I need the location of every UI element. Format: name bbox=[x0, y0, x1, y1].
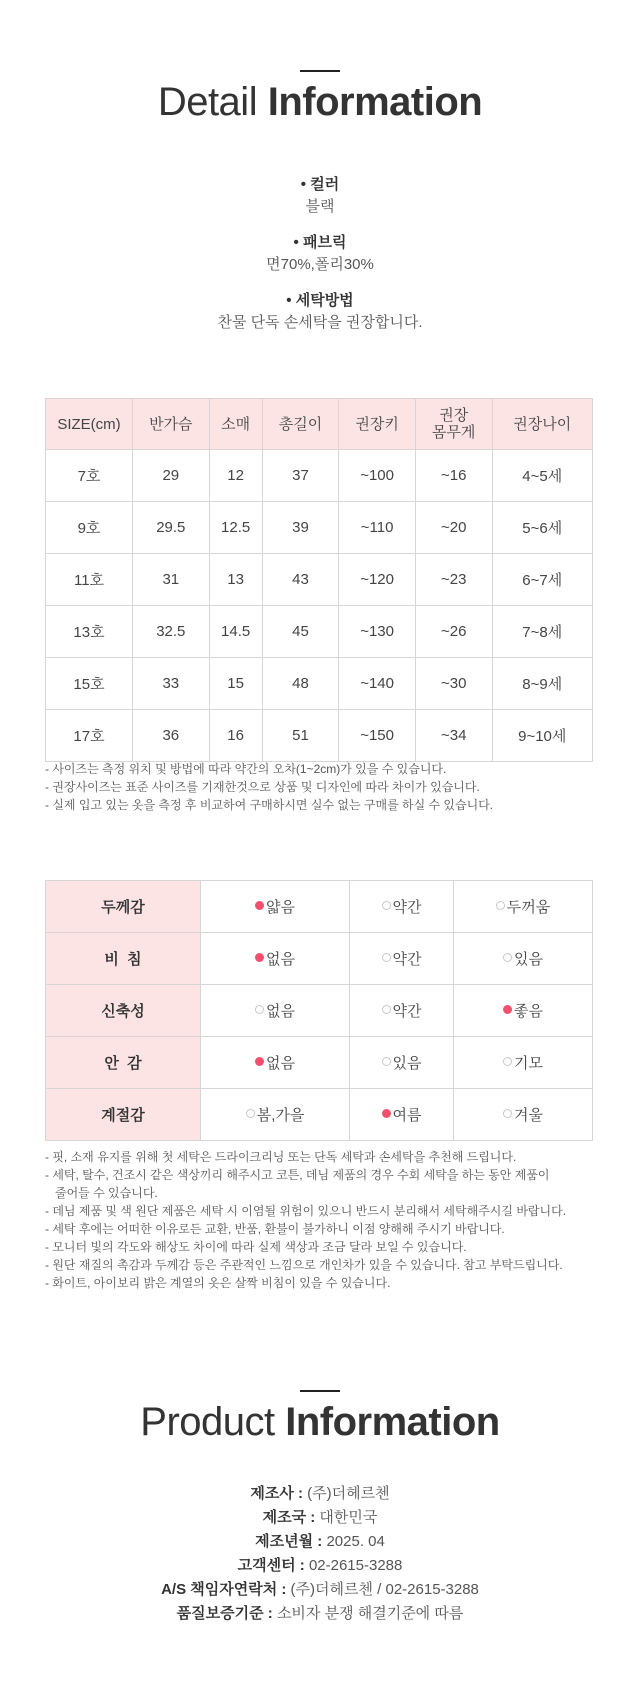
product-info-value: 02-2615-3288 bbox=[308, 1557, 403, 1574]
size-cell: 32.5 bbox=[133, 606, 210, 658]
table-row bbox=[46, 985, 593, 1037]
feel-option bbox=[350, 1037, 454, 1089]
feel-label: 계절감 bbox=[46, 1089, 201, 1141]
fabric-feel-table bbox=[45, 880, 593, 1141]
feel-option-label: 겨울 bbox=[514, 1107, 543, 1124]
selected-dot-icon bbox=[503, 1005, 512, 1014]
table-row bbox=[46, 450, 593, 502]
feel-option-label: 기모 bbox=[514, 1055, 543, 1072]
size-table bbox=[45, 398, 593, 762]
product-info-row bbox=[0, 1530, 640, 1554]
product-info-row bbox=[0, 1482, 640, 1506]
size-cell: ~30 bbox=[415, 658, 492, 710]
feel-option bbox=[201, 1089, 350, 1141]
size-header-cell: 권장키 bbox=[339, 399, 416, 450]
empty-dot-icon bbox=[382, 901, 391, 910]
feel-option bbox=[350, 933, 454, 985]
size-cell: 31 bbox=[133, 554, 210, 606]
product-info-key: 고객센터 : bbox=[237, 1557, 309, 1574]
size-cell: 4~5세 bbox=[492, 450, 593, 502]
size-cell: ~150 bbox=[339, 710, 416, 762]
table-row bbox=[46, 881, 593, 933]
note-line: 줄어들 수 있습니다. bbox=[45, 1186, 158, 1200]
size-cell: 51 bbox=[262, 710, 339, 762]
size-cell: 5~6세 bbox=[492, 502, 593, 554]
size-cell: ~23 bbox=[415, 554, 492, 606]
note-line: - 핏, 소재 유지를 위해 첫 세탁은 드라이크리닝 또는 단독 세탁과 손세탁을 추천해 드립니다. bbox=[45, 1150, 517, 1164]
table-row bbox=[46, 710, 593, 762]
size-header-cell: 반가슴 bbox=[133, 399, 210, 450]
feel-option bbox=[201, 881, 350, 933]
feel-option bbox=[453, 881, 592, 933]
feel-option-label: 없음 bbox=[266, 1003, 296, 1020]
product-info-value: 대한민국 bbox=[319, 1509, 378, 1526]
table-row bbox=[46, 502, 593, 554]
size-cell: 37 bbox=[262, 450, 339, 502]
feel-option-label: 좋음 bbox=[514, 1003, 543, 1020]
size-cell: ~26 bbox=[415, 606, 492, 658]
size-header-cell: 권장 몸무게 bbox=[415, 399, 492, 450]
detail-title-light: Detail bbox=[157, 80, 258, 124]
product-info-key: 제조년월 : bbox=[255, 1533, 327, 1550]
selected-dot-icon bbox=[255, 953, 264, 962]
product-title-bold: Information bbox=[285, 1400, 500, 1444]
size-cell: 7호 bbox=[46, 450, 133, 502]
feel-option-label: 여름 bbox=[392, 1107, 422, 1124]
spec-value: 면70%,폴리30% bbox=[266, 256, 374, 273]
product-info-row bbox=[0, 1578, 640, 1602]
size-cell: ~140 bbox=[339, 658, 416, 710]
product-info-value: (주)더헤르첸 / 02-2615-3288 bbox=[290, 1581, 479, 1598]
spec-list bbox=[0, 174, 640, 334]
feel-option bbox=[350, 1089, 454, 1141]
size-cell: ~20 bbox=[415, 502, 492, 554]
size-cell: 13 bbox=[209, 554, 262, 606]
size-cell: 36 bbox=[133, 710, 210, 762]
size-cell: 8~9세 bbox=[492, 658, 593, 710]
selected-dot-icon bbox=[382, 1109, 391, 1118]
table-row bbox=[46, 933, 593, 985]
feel-option-label: 없음 bbox=[266, 951, 296, 968]
product-info-row bbox=[0, 1554, 640, 1578]
feel-label: 두께감 bbox=[46, 881, 201, 933]
feel-label: 신축성 bbox=[46, 985, 201, 1037]
note-line: - 원단 재질의 촉감과 두께감 등은 주관적인 느낌으로 개인차가 있을 수 있습니다. 참고 부탁드립니다. bbox=[45, 1258, 563, 1272]
feel-option bbox=[201, 985, 350, 1037]
product-title-light: Product bbox=[140, 1400, 275, 1444]
size-header-cell: SIZE(cm) bbox=[46, 399, 133, 450]
product-info-row bbox=[0, 1602, 640, 1626]
feel-option-label: 얇음 bbox=[266, 899, 296, 916]
selected-dot-icon bbox=[255, 1057, 264, 1066]
spec-washing bbox=[0, 290, 640, 334]
size-cell: 48 bbox=[262, 658, 339, 710]
size-cell: 29.5 bbox=[133, 502, 210, 554]
spec-label: • 컬러 bbox=[300, 176, 340, 193]
size-cell: 15호 bbox=[46, 658, 133, 710]
size-cell: 13호 bbox=[46, 606, 133, 658]
product-info-value: 소비자 분쟁 해결기준에 따름 bbox=[276, 1605, 464, 1622]
size-cell: 39 bbox=[262, 502, 339, 554]
size-header-cell: 권장나이 bbox=[492, 399, 593, 450]
note-line: - 모니터 빛의 각도와 해상도 차이에 따라 실제 색상과 조금 달라 보일 수 있습니다. bbox=[45, 1240, 467, 1254]
size-cell: 12.5 bbox=[209, 502, 262, 554]
size-cell: 45 bbox=[262, 606, 339, 658]
feel-option bbox=[453, 1037, 592, 1089]
spec-label: • 세탁방법 bbox=[286, 292, 354, 309]
spec-color bbox=[0, 174, 640, 218]
product-info-value: (주)더헤르첸 bbox=[307, 1485, 390, 1502]
size-cell: ~130 bbox=[339, 606, 416, 658]
size-cell: 33 bbox=[133, 658, 210, 710]
product-info-key: 제조국 : bbox=[262, 1509, 320, 1526]
feel-option bbox=[350, 985, 454, 1037]
size-cell: ~16 bbox=[415, 450, 492, 502]
detail-title-rule bbox=[300, 70, 340, 72]
spec-label: • 패브릭 bbox=[293, 234, 347, 251]
empty-dot-icon bbox=[382, 1005, 391, 1014]
size-cell: ~100 bbox=[339, 450, 416, 502]
feel-option bbox=[453, 1089, 592, 1141]
empty-dot-icon bbox=[503, 1057, 512, 1066]
spec-fabric bbox=[0, 232, 640, 276]
size-cell: 12 bbox=[209, 450, 262, 502]
care-notes bbox=[45, 1148, 605, 1292]
note-line: - 권장사이즈는 표준 사이즈를 기재한것으로 상품 및 디자인에 따라 차이가 있습니다. bbox=[45, 780, 480, 794]
feel-option-label: 약간 bbox=[392, 951, 422, 968]
detail-title bbox=[0, 80, 640, 125]
feel-option-label: 약간 bbox=[392, 1003, 422, 1020]
note-line: - 세탁 후에는 어떠한 이유로든 교환, 반품, 환불이 불가하니 이점 양해해 주시기 바랍니다. bbox=[45, 1222, 505, 1236]
selected-dot-icon bbox=[255, 901, 264, 910]
feel-option bbox=[350, 881, 454, 933]
feel-option bbox=[201, 1037, 350, 1089]
note-line: - 사이즈는 측정 위치 및 방법에 따라 약간의 오차(1~2cm)가 있을 수 있습니다. bbox=[45, 762, 447, 776]
feel-option-label: 두꺼움 bbox=[506, 899, 551, 916]
table-row bbox=[46, 554, 593, 606]
table-row bbox=[46, 1037, 593, 1089]
size-header-cell: 총길이 bbox=[262, 399, 339, 450]
spec-value: 찬물 단독 손세탁을 권장합니다. bbox=[217, 314, 423, 331]
product-title-rule bbox=[300, 1390, 340, 1392]
size-cell: 11호 bbox=[46, 554, 133, 606]
size-cell: 17호 bbox=[46, 710, 133, 762]
empty-dot-icon bbox=[503, 953, 512, 962]
size-cell: ~120 bbox=[339, 554, 416, 606]
size-cell: 6~7세 bbox=[492, 554, 593, 606]
feel-label: 안 감 bbox=[46, 1037, 201, 1089]
empty-dot-icon bbox=[496, 901, 505, 910]
feel-option-label: 있음 bbox=[514, 951, 543, 968]
product-info-row bbox=[0, 1506, 640, 1530]
note-line: - 화이트, 아이보리 밝은 계열의 옷은 살짝 비침이 있을 수 있습니다. bbox=[45, 1276, 391, 1290]
feel-option-label: 있음 bbox=[392, 1055, 422, 1072]
spec-value: 블랙 bbox=[305, 198, 335, 215]
size-cell: 15 bbox=[209, 658, 262, 710]
product-info-value: 2025. 04 bbox=[326, 1533, 385, 1550]
size-cell: 16 bbox=[209, 710, 262, 762]
table-row bbox=[46, 658, 593, 710]
size-cell: 14.5 bbox=[209, 606, 262, 658]
size-notes bbox=[45, 760, 605, 814]
size-table-header-row bbox=[46, 399, 593, 450]
product-info-list bbox=[0, 1482, 640, 1626]
product-info-key: 제조사 : bbox=[250, 1485, 308, 1502]
size-cell: 9호 bbox=[46, 502, 133, 554]
note-line: - 데님 제품 및 색 원단 제품은 세탁 시 이염될 위험이 있으니 반드시 분리해서 세탁해주시길 바랍니다. bbox=[45, 1204, 567, 1218]
empty-dot-icon bbox=[382, 953, 391, 962]
detail-title-bold: Information bbox=[267, 80, 483, 124]
feel-option bbox=[453, 985, 592, 1037]
size-cell: 7~8세 bbox=[492, 606, 593, 658]
empty-dot-icon bbox=[255, 1005, 264, 1014]
size-header-cell: 소매 bbox=[209, 399, 262, 450]
table-row bbox=[46, 606, 593, 658]
product-info-key: A/S 책임자연락처 : bbox=[161, 1581, 291, 1598]
feel-option bbox=[453, 933, 592, 985]
empty-dot-icon bbox=[246, 1109, 255, 1118]
size-cell: ~110 bbox=[339, 502, 416, 554]
empty-dot-icon bbox=[503, 1109, 512, 1118]
size-cell: 29 bbox=[133, 450, 210, 502]
feel-option bbox=[201, 933, 350, 985]
product-title bbox=[0, 1400, 640, 1445]
note-line: - 실제 입고 있는 옷을 측정 후 비교하여 구매하시면 실수 없는 구매를 하실 수 있습니다. bbox=[45, 798, 494, 812]
feel-option-label: 없음 bbox=[266, 1055, 296, 1072]
feel-option-label: 약간 bbox=[392, 899, 422, 916]
empty-dot-icon bbox=[382, 1057, 391, 1066]
table-row bbox=[46, 1089, 593, 1141]
size-cell: 43 bbox=[262, 554, 339, 606]
feel-label: 비 침 bbox=[46, 933, 201, 985]
size-cell: ~34 bbox=[415, 710, 492, 762]
feel-option-label: 봄,가을 bbox=[256, 1107, 305, 1124]
note-line: - 세탁, 탈수, 건조시 같은 색상끼리 해주시고 코튼, 데님 제품의 경우 수회 세탁을 하는 동안 제품이 bbox=[45, 1168, 550, 1182]
product-info-key: 품질보증기준 : bbox=[176, 1605, 277, 1622]
size-cell: 9~10세 bbox=[492, 710, 593, 762]
